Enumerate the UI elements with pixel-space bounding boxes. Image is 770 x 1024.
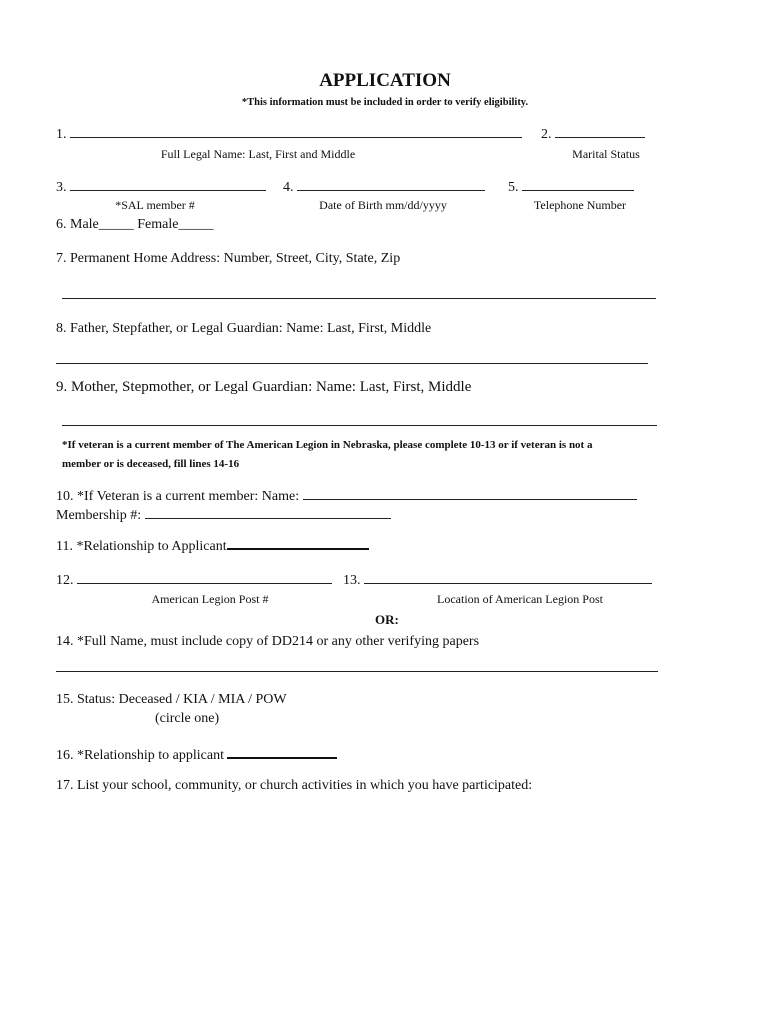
field-2-row — [541, 123, 645, 143]
veteran-name-label: 10. *If Veteran is a current member: Name: — [56, 489, 300, 504]
full-legal-name-caption: Full Legal Name: Last, First and Middle — [160, 147, 356, 161]
field-3-row — [56, 176, 266, 196]
marital-status-caption: Marital Status — [572, 147, 640, 161]
field-4-row — [283, 176, 485, 196]
home-address-field[interactable] — [62, 286, 656, 299]
veteran-name-field[interactable] — [303, 485, 637, 500]
legion-post-location-caption: Location of American Legion Post — [437, 592, 603, 606]
father-guardian-label: 8. Father, Stepfather, or Legal Guardian: Name: Last, First, Middle — [56, 321, 432, 336]
eligibility-note: *This information must be included in order to verify eligibility. — [241, 97, 529, 108]
dd214-label: 14. *Full Name, must include copy of DD214 or any other verifying papers — [56, 634, 480, 649]
veteran-note-line-1: *If veteran is a current member of The American Legion in Nebraska, please complete 10-13 or if veteran is not a — [62, 439, 593, 451]
date-of-birth-field[interactable] — [297, 176, 485, 191]
marital-status-field[interactable] — [555, 123, 645, 138]
relationship-field-16[interactable] — [227, 743, 337, 759]
mother-guardian-label: 9. Mother, Stepmother, or Legal Guardian: Name: Last, First, Middle — [56, 379, 472, 395]
activities-label: 17. List your school, community, or church activities in which you have participated: — [56, 778, 533, 793]
field-3-number: 3. — [56, 180, 67, 195]
field-13-number: 13. — [343, 573, 361, 588]
full-legal-name-field[interactable] — [70, 123, 522, 138]
field-1-row — [56, 123, 522, 143]
sal-member-caption: *SAL member # — [115, 198, 195, 212]
relationship-label-16: 16. *Relationship to applicant — [56, 748, 224, 763]
legion-post-number-caption: American Legion Post # — [151, 592, 269, 606]
membership-label: Membership #: — [56, 508, 142, 523]
page-title: APPLICATION — [319, 70, 451, 91]
field-12-row — [56, 569, 332, 589]
field-12-number: 12. — [56, 573, 74, 588]
field-16-row — [56, 743, 337, 764]
relationship-applicant-field[interactable] — [227, 534, 369, 550]
status-label[interactable]: 15. Status: Deceased / KIA / MIA / POW — [56, 692, 287, 707]
field-11-row — [56, 534, 369, 555]
dd214-full-name-field[interactable] — [56, 659, 658, 672]
father-guardian-field[interactable] — [56, 351, 648, 364]
mother-guardian-field[interactable] — [62, 413, 657, 426]
field-5-row — [508, 176, 634, 196]
home-address-label: 7. Permanent Home Address: Number, Street, City, State, Zip — [56, 251, 401, 266]
legion-post-location-field[interactable] — [364, 569, 652, 584]
field-5-number: 5. — [508, 180, 519, 195]
relationship-applicant-label: 11. *Relationship to Applicant — [56, 539, 227, 554]
field-10-row — [56, 485, 637, 505]
membership-row — [56, 504, 391, 524]
date-of-birth-caption: Date of Birth mm/dd/yyyy — [319, 198, 447, 212]
gender-row — [56, 217, 213, 233]
telephone-field[interactable] — [522, 176, 634, 191]
male-option[interactable]: 6. Male_____ — [56, 217, 134, 232]
field-13-row — [343, 569, 652, 589]
female-option[interactable]: Female_____ — [137, 217, 214, 232]
or-separator: OR: — [375, 612, 399, 627]
field-2-number: 2. — [541, 127, 552, 142]
veteran-note-line-2: member or is deceased, fill lines 14-16 — [62, 458, 240, 470]
field-4-number: 4. — [283, 180, 294, 195]
legion-post-number-field[interactable] — [77, 569, 332, 584]
telephone-caption: Telephone Number — [533, 198, 627, 212]
sal-member-field[interactable] — [70, 176, 266, 191]
status-hint: (circle one) — [155, 711, 220, 726]
membership-number-field[interactable] — [145, 504, 391, 519]
field-1-number: 1. — [56, 127, 67, 142]
